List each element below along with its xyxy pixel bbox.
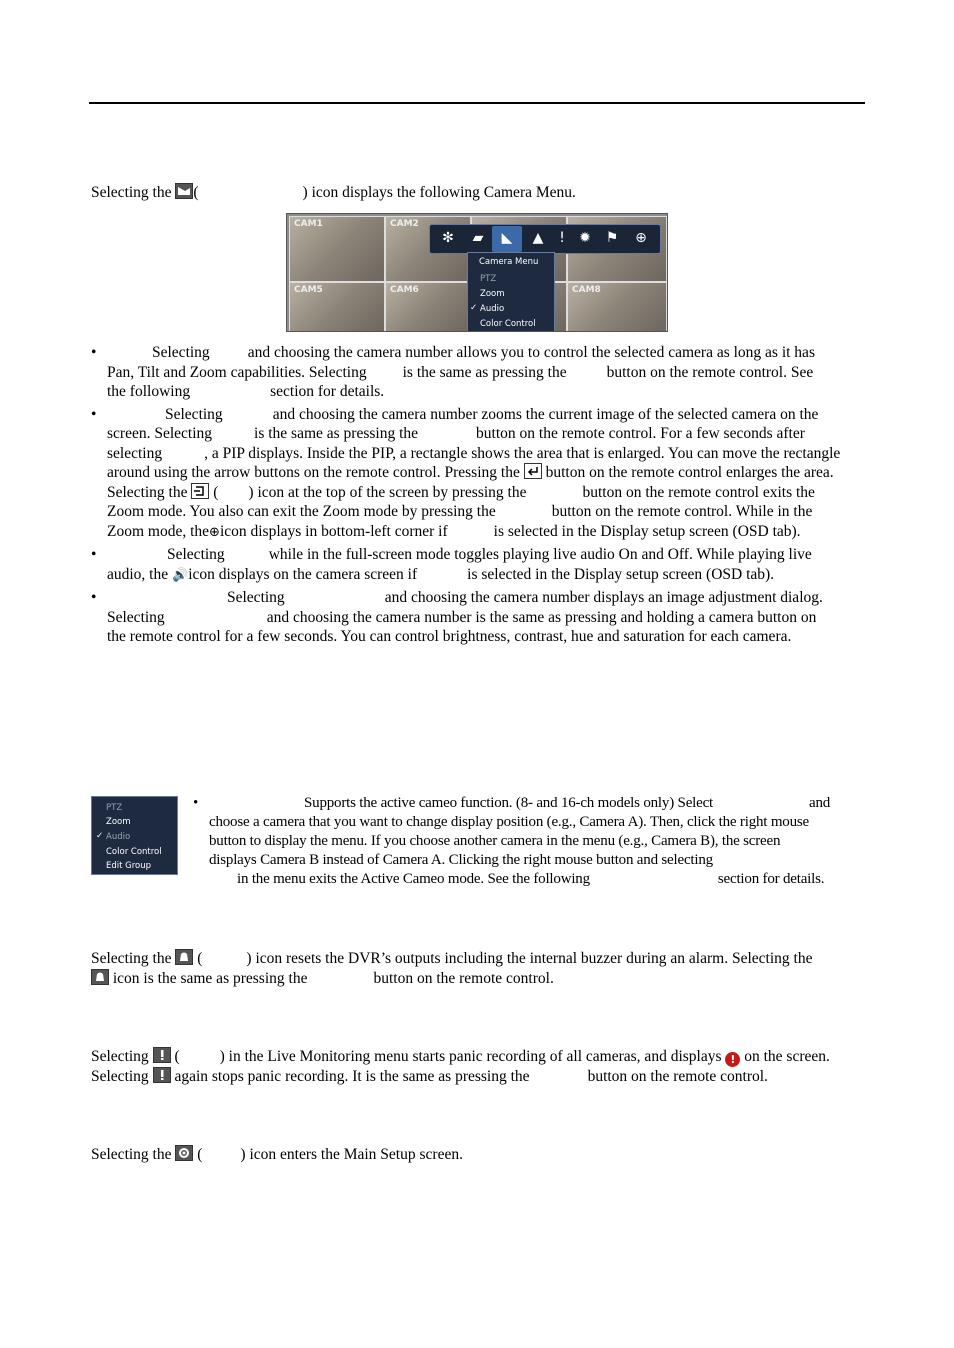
lock-icon[interactable]: ⊕	[635, 230, 647, 246]
live-toolbar	[429, 224, 661, 254]
check-icon: ✓	[96, 831, 104, 841]
intro-text: Selecting the	[91, 184, 172, 201]
exclamation-icon[interactable]: !	[559, 230, 565, 246]
enter-icon	[524, 463, 542, 479]
menu-item-audio[interactable]: Audio	[480, 304, 505, 314]
camera-intro: Selecting the ( ) icon displays the following Camera Menu.	[91, 184, 576, 201]
menu-item-audio[interactable]: Audio	[106, 832, 131, 842]
bell-icon	[175, 949, 193, 965]
menu-item-zoom[interactable]: Zoom	[480, 289, 505, 299]
list-item: • Selecting and choosing the camera number allows you to control the selected camera as long as it has Pan, Tilt and Zoom capabilities. Selecting is the same as pressing the button on the remote control. See the following section for details.	[91, 344, 815, 400]
setup-paragraph: Selecting the ( ) icon enters the Main Setup screen.	[91, 1146, 463, 1163]
menu-item-ptz[interactable]: PTZ	[106, 803, 123, 813]
menu-item-edit-group[interactable]: Edit Group	[106, 861, 152, 871]
list-item: • Selecting while in the full-screen mode toggles playing live audio On and Off. While playing live audio, the 🔊icon displays on the camera screen if is selected in the Display setup screen (OSD tab).	[91, 546, 812, 583]
menu-title: Camera Menu	[479, 257, 539, 267]
panic-record-icon: !	[725, 1052, 740, 1067]
gear-icon	[175, 1145, 193, 1161]
menu-item-ptz[interactable]: PTZ	[480, 274, 497, 284]
bell-icon[interactable]: ▲	[532, 230, 544, 246]
menu-item-color-control[interactable]: Color Control	[106, 847, 162, 857]
camera-icon	[175, 183, 193, 199]
edit-group-menu	[91, 796, 178, 875]
exit-zoom-icon	[191, 483, 209, 499]
list-item: • Selecting and choosing the camera number zooms the current image of the selected camera on the screen. Selecting is the same as pressing the button on the remote control. For a few seconds after selecting , a PIP displays. Inside the PIP, a rectangle shows the area that is enlarged. You can move the rectangle around using the arrow buttons on the remote control. Pressing the button on the remote control enlarges the area. Selecting the ( ) icon at the top of the screen by pressing the button on the remote control exits the Zoom mode. You also can exit the Zoom mode by pressing the button on the remote control. While in the Zoom mode, the⊕icon displays in bottom-left corner if is selected in the Display setup screen (OSD tab).	[91, 405, 841, 540]
search-icon[interactable]: ⚑	[605, 230, 619, 246]
camera-cell: CAM5	[289, 282, 385, 332]
panic-paragraph: Selecting ( ) in the Live Monitoring menu starts panic recording of all cameras, and displays ! on the screen. Selecting again stops panic recording. It is the same as pressing the button on the remote control.	[91, 1048, 830, 1085]
camera-cell: CAM2	[385, 216, 471, 282]
zoom-magnifier-icon: ⊕	[209, 524, 220, 540]
check-icon: ✓	[470, 303, 478, 313]
camera-icon[interactable]: ◣	[501, 230, 513, 246]
exclamation-icon	[153, 1047, 171, 1063]
camera-cell: CAM1	[289, 216, 385, 282]
list-item: • Selecting and choosing the camera number displays an image adjustment dialog. Selecting and choosing the camera number is the same as pressing and holding a camera button on the remote control for a few seconds. You can control brightness, contrast, hue and saturation for each camera.	[91, 589, 823, 645]
gear-icon[interactable]: ✹	[579, 230, 591, 246]
menu-item-color-control[interactable]: Color Control	[480, 319, 536, 329]
header-rule	[89, 102, 865, 104]
snowflake-icon[interactable]: ✻	[442, 230, 454, 246]
camera-menu-bullets	[91, 343, 863, 650]
camera-cell: CAM6	[385, 282, 471, 332]
exclamation-icon	[153, 1067, 171, 1083]
alarm-paragraph: Selecting the ( ) icon resets the DVR’s outputs including the internal buzzer during an alarm. Selecting the icon is the same as pressing the button on the remote control.	[91, 950, 813, 987]
camera-cell: CAM8	[567, 282, 667, 332]
monitor-icon[interactable]: ▰	[472, 230, 484, 246]
intro-text-after: ) icon displays the following Camera Menu.	[302, 184, 576, 201]
camera-menu-dropdown	[467, 252, 555, 332]
bell-icon	[91, 969, 109, 985]
speaker-icon: 🔊	[172, 567, 189, 583]
menu-item-zoom[interactable]: Zoom	[106, 817, 131, 827]
active-cameo-text: • Supports the active cameo function. (8- and 16-ch models only) Select and choose a camera that you want to change display position (e.g., Camera A). Then, click the right mouse button to display the menu. If you choose another camera in the menu (e.g., Camera B), the screen displays Camera B instead of Camera A. Clicking the right mouse button and selecting in the menu exits the Active Cameo mode. See the following section for details.	[193, 795, 831, 887]
camera-menu-screenshot	[286, 213, 668, 332]
